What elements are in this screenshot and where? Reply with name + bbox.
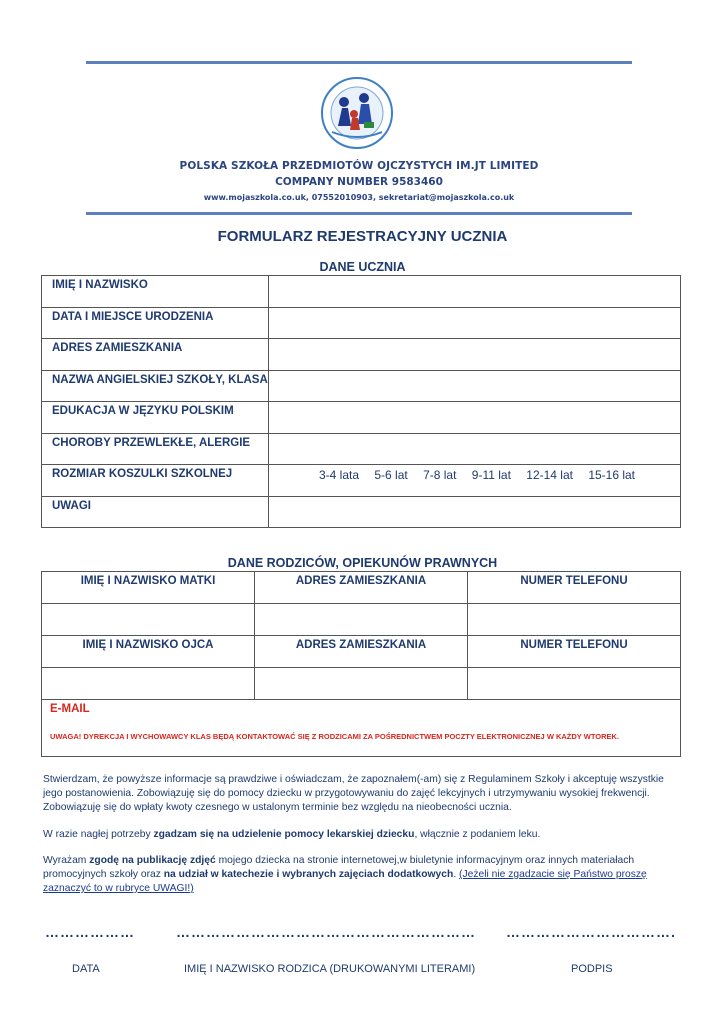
mother-name-field[interactable] bbox=[42, 604, 255, 636]
parent-name-label: IMIĘ I NAZWISKO RODZICA (DRUKOWANYMI LITERAMI) bbox=[184, 963, 476, 975]
row-label: UWAGI bbox=[42, 496, 269, 528]
parents-section-heading: DANE RODZICÓW, OPIEKUNÓW PRAWNYCH bbox=[227, 556, 498, 570]
date-line[interactable]: ……………… bbox=[45, 924, 135, 940]
shirt-size-option[interactable]: 5-6 lat bbox=[374, 468, 408, 482]
birth-date-place-field[interactable] bbox=[269, 307, 681, 339]
shirt-size-option[interactable]: 3-4 lata bbox=[319, 468, 360, 482]
father-phone-field[interactable] bbox=[468, 668, 681, 700]
polish-education-field[interactable] bbox=[269, 402, 681, 434]
form-title: FORMULARZ REJESTRACYJNY UCZNIA bbox=[217, 228, 508, 245]
school-contact: www.mojaszkola.co.uk, 07552010903, sekretariat@mojaszkola.co.uk bbox=[203, 193, 515, 202]
english-school-field[interactable] bbox=[269, 370, 681, 402]
shirt-size-option[interactable]: 15-16 lat bbox=[588, 468, 636, 482]
shirt-size-option[interactable]: 12-14 lat bbox=[526, 468, 573, 482]
father-address-field[interactable] bbox=[255, 668, 468, 700]
text: . bbox=[453, 869, 460, 880]
shirt-size-option[interactable]: 7-8 lat bbox=[423, 468, 457, 482]
text: mojego dziecka na stronie internetowej,w biuletynie informacyjnym oraz innych materiałach promocyjnych szkoły oraz bbox=[43, 855, 635, 880]
illness-allergy-field[interactable] bbox=[269, 433, 681, 465]
mother-phone-field[interactable] bbox=[468, 604, 681, 636]
signature-label: PODPIS bbox=[571, 963, 613, 975]
school-logo-icon bbox=[320, 76, 394, 150]
notes-field[interactable] bbox=[269, 496, 681, 528]
row-label: EDUKACJA W JĘZYKU POLSKIM bbox=[42, 402, 269, 434]
row-label: ADRES ZAMIESZKANIA bbox=[42, 339, 269, 371]
activities-consent-bold: na udział w katechezie i wybranych zajęciach dodatkowych bbox=[163, 869, 454, 880]
father-address-header: ADRES ZAMIESZKANIA bbox=[255, 636, 468, 668]
parent-name-line[interactable]: …………………………………………………… bbox=[176, 924, 476, 940]
date-label: DATA bbox=[72, 963, 100, 975]
father-name-header: IMIĘ I NAZWISKO OJCA bbox=[42, 636, 255, 668]
notes-reminder-link: (Jeżeli nie zgadzacie się Państwo proszę zaznaczyć to w rubryce UWAGI!) bbox=[43, 869, 647, 894]
signature-line[interactable]: ……………………………. bbox=[506, 924, 676, 940]
mother-address-field[interactable] bbox=[255, 604, 468, 636]
medical-consent-paragraph bbox=[43, 828, 683, 842]
text: Wyrażam bbox=[43, 855, 90, 866]
photo-consent-bold: zgodę na publikację zdjęć bbox=[89, 855, 216, 866]
student-section-heading: DANE UCZNIA bbox=[319, 260, 406, 274]
father-phone-header: NUMER TELEFONU bbox=[468, 636, 681, 668]
school-name: POLSKA SZKOŁA PRZEDMIOTÓW OJCZYSTYCH IM.JT LIMITED bbox=[179, 160, 539, 172]
shirt-size-options bbox=[269, 465, 681, 497]
text: W razie nagłej potrzeby bbox=[43, 829, 154, 840]
address-field[interactable] bbox=[269, 339, 681, 371]
header-bottom-rule bbox=[86, 212, 632, 215]
mother-name-header: IMIĘ I NAZWISKO MATKI bbox=[42, 572, 255, 604]
email-warning: UWAGA! DYREKCJA I WYCHOWAWCY KLAS BĘDĄ KONTAKTOWAĆ SIĘ Z RODZICAMI ZA POŚREDNICTWEM POCZTY ELEKTRONICZNEJ W KAŻDY WTOREK. bbox=[50, 732, 620, 741]
mother-phone-header: NUMER TELEFONU bbox=[468, 572, 681, 604]
email-field[interactable] bbox=[41, 699, 681, 757]
father-name-field[interactable] bbox=[42, 668, 255, 700]
text: , włącznie z podaniem leku. bbox=[414, 829, 541, 840]
shirt-size-option[interactable]: 9-11 lat bbox=[471, 468, 511, 482]
photo-consent-paragraph bbox=[43, 854, 683, 896]
email-label: E-MAIL bbox=[50, 703, 90, 715]
row-label: ROZMIAR KOSZULKI SZKOLNEJ bbox=[42, 465, 269, 497]
mother-address-header: ADRES ZAMIESZKANIA bbox=[255, 572, 468, 604]
header-top-rule bbox=[86, 61, 632, 64]
student-table bbox=[41, 275, 681, 528]
full-name-field[interactable] bbox=[269, 276, 681, 308]
row-label: NAZWA ANGIELSKIEJ SZKOŁY, KLASA bbox=[42, 370, 269, 402]
row-label: IMIĘ I NAZWISKO bbox=[42, 276, 269, 308]
declaration-paragraph: Stwierdzam, że powyższe informacje są prawdziwe i oświadczam, że zapoznałem(-am) się z Regulaminem Szkoły i akceptuję wszystkie jego postanowienia. Zobowiązuję się do pomocy dziecku w przygotowywaniu do zajęć lekcyjnych i utrzymywaniu wysokiej frekwencji. Zobowiązuję się do wpłaty kwoty czesnego w ustalonym terminie bez względu na nieobecności ucznia. bbox=[43, 774, 664, 813]
row-label: CHOROBY PRZEWLEKŁE, ALERGIE bbox=[42, 433, 269, 465]
parents-table bbox=[41, 571, 681, 700]
company-number: COMPANY NUMBER 9583460 bbox=[275, 176, 443, 188]
medical-consent-bold: zgadzam się na udzielenie pomocy lekarskiej dziecku bbox=[153, 829, 415, 840]
row-label: DATA I MIEJSCE URODZENIA bbox=[42, 307, 269, 339]
